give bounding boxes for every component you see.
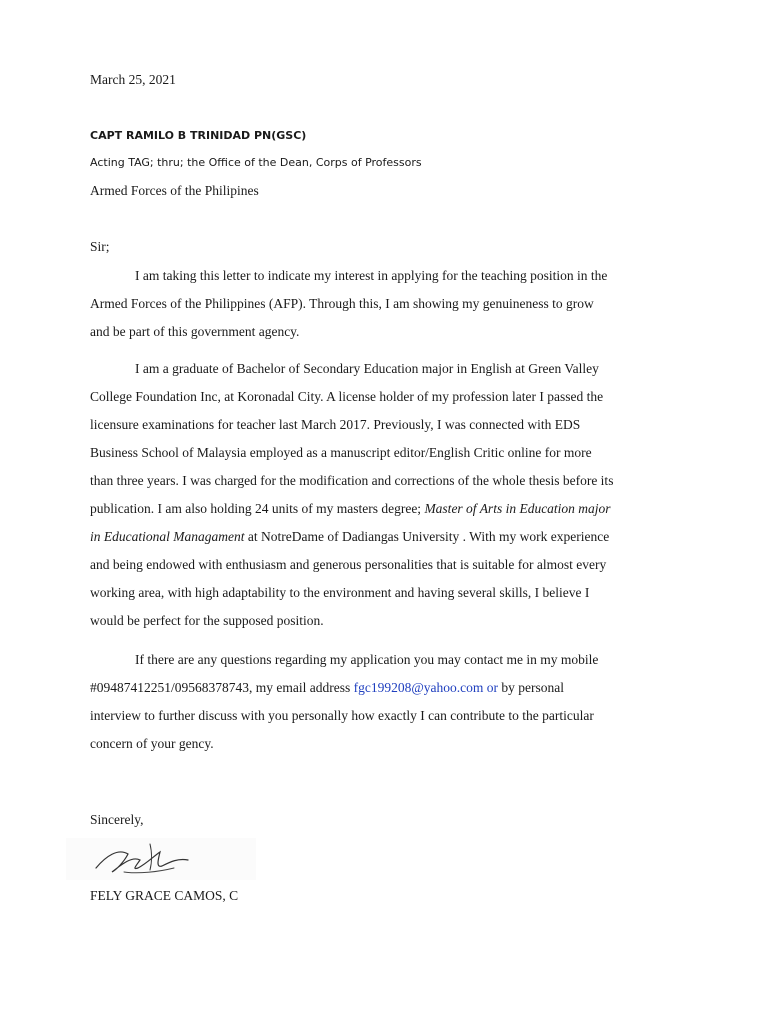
- text-line: working area, with high adaptability to the environment and having several skills, I believe I: [90, 585, 590, 600]
- text-line: interview to further discuss with you personally how exactly I can contribute to the particular: [90, 708, 594, 723]
- signature-scribble: [66, 838, 256, 880]
- text-line: [90, 495, 675, 523]
- handwritten-signature: [66, 838, 256, 880]
- signer-name: FELY GRACE CAMOS, C: [90, 888, 239, 903]
- paragraph-contact: [90, 646, 675, 758]
- paragraph-interest: [90, 262, 675, 346]
- closing: Sincerely,: [90, 812, 144, 827]
- text-line: I am a graduate of Bachelor of Secondary Education major in English at Green Valley: [135, 361, 599, 376]
- recipient-organization: Armed Forces of the Philipines: [90, 183, 259, 198]
- text-line: licensure examinations for teacher last March 2017. Previously, I was connected with EDS: [90, 417, 581, 432]
- text-line: College Foundation Inc, at Koronadal City. A license holder of my profession later I passed the: [90, 389, 604, 404]
- paragraph-background: [90, 355, 675, 635]
- salutation: Sir;: [90, 239, 110, 254]
- degree-title-italic: in Educational Managament: [90, 529, 245, 544]
- recipient-name: CAPT RAMILO B TRINIDAD PN(GSC): [90, 129, 307, 142]
- text-segment: by personal: [498, 680, 564, 695]
- text-line: and be part of this government agency.: [90, 324, 300, 339]
- text-line: Armed Forces of the Philippines (AFP). Through this, I am showing my genuineness to grow: [90, 296, 594, 311]
- text-line: Business School of Malaysia employed as a manuscript editor/English Critic online for more: [90, 445, 592, 460]
- text-segment: #09487412251/09568378743, my email address: [90, 680, 354, 695]
- text-line: [90, 674, 675, 702]
- text-line: than three years. I was charged for the modification and corrections of the whole thesis before its: [90, 473, 614, 488]
- text-line: would be perfect for the supposed position.: [90, 613, 324, 628]
- text-line: If there are any questions regarding my application you may contact me in my mobile: [135, 652, 599, 667]
- text-segment: publication. I am also holding 24 units of my masters degree;: [90, 501, 425, 516]
- text-line: and being endowed with enthusiasm and generous personalities that is suitable for almost every: [90, 557, 607, 572]
- text-line: I am taking this letter to indicate my interest in applying for the teaching position in the: [135, 268, 608, 283]
- degree-title-italic: Master of Arts in Education major: [424, 501, 611, 516]
- letter-date: March 25, 2021: [90, 72, 176, 87]
- email-link[interactable]: fgc199208@yahoo.com or: [353, 680, 499, 695]
- text-segment: at NotreDame of Dadiangas University . With my work experience: [244, 529, 610, 544]
- text-line: [90, 523, 675, 551]
- text-line: concern of your gency.: [90, 736, 214, 751]
- recipient-title: Acting TAG; thru; the Office of the Dean, Corps of Professors: [90, 156, 422, 169]
